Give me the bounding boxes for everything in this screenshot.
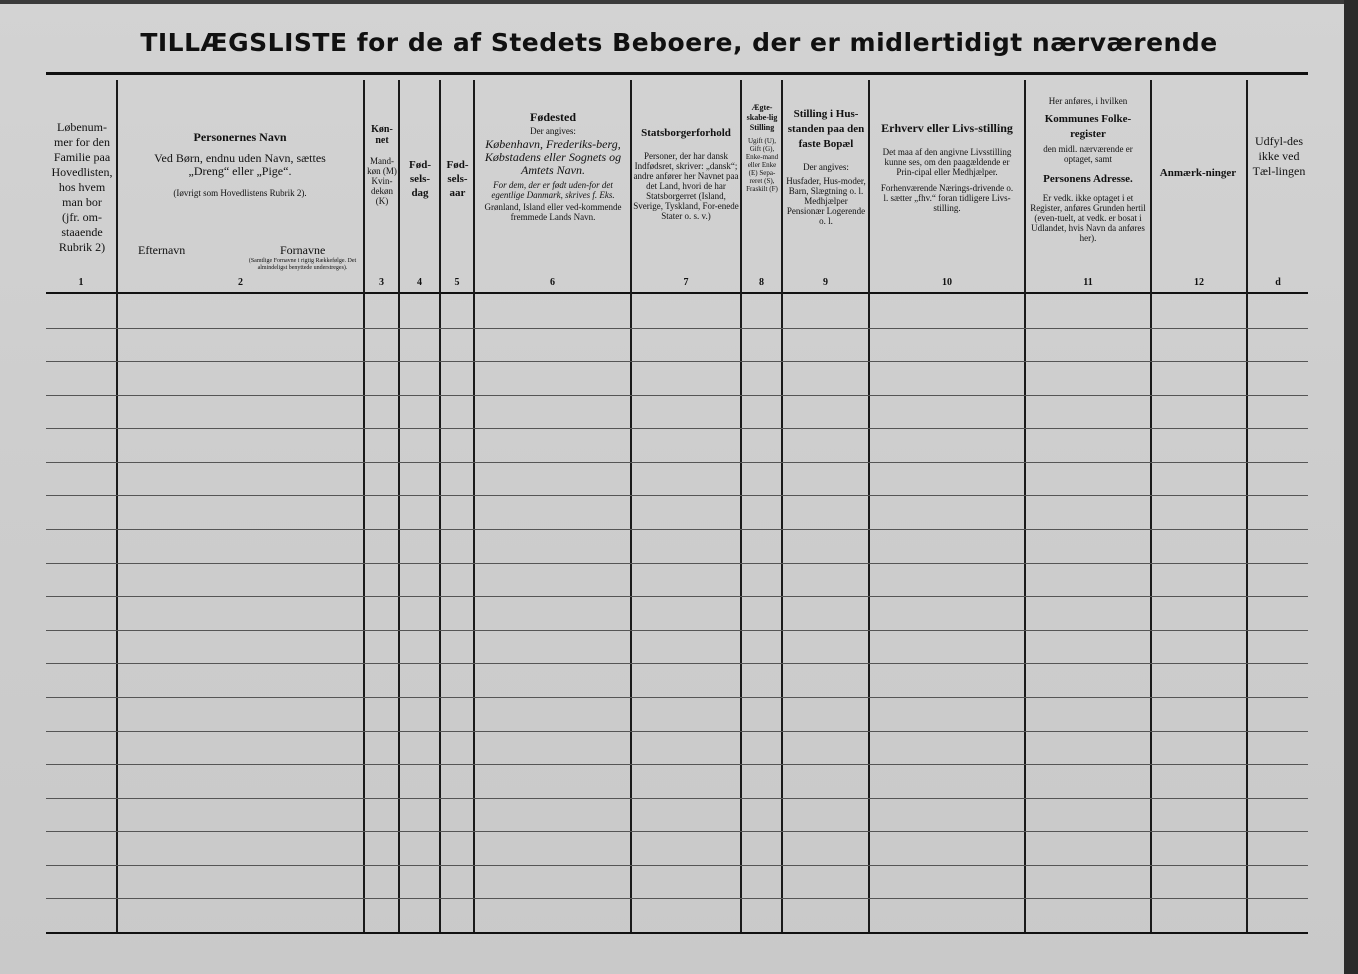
scan-edge-right xyxy=(1344,0,1358,974)
col11-header xyxy=(1028,96,1148,243)
col-number: 1 xyxy=(78,277,84,288)
table-row-line xyxy=(46,428,1308,429)
form-title: TILLÆGSLISTE for de af Stedets Beboere, der er midlertidigt nærværende xyxy=(140,28,1218,57)
col-divider xyxy=(868,80,870,932)
col9-header xyxy=(785,107,867,226)
col9-heading: Stilling i Hus-standen paa den faste Bopæl xyxy=(787,108,865,150)
col1-line: man bor xyxy=(62,195,102,209)
table-row-line xyxy=(46,798,1308,799)
col-number: 11 xyxy=(1083,277,1093,288)
col11-mid: den midl. nærværende er optaget, samt xyxy=(1043,144,1133,164)
scan-edge-top xyxy=(0,0,1358,4)
table-row-line xyxy=(46,529,1308,530)
col11-body: Er vedk. ikke optaget i et Register, anføres Grunden hertil (even-tuelt, at vedk. er bosat i Udlandet, hvis Navn da anføres her). xyxy=(1030,193,1146,243)
col-number: 10 xyxy=(942,277,952,288)
col11-pre: Her anføres, i hvilken xyxy=(1048,96,1128,106)
col-divider xyxy=(630,80,632,932)
col6-header xyxy=(478,110,628,222)
col-number: 4 xyxy=(417,277,422,288)
col8-body: Ugift (U), Gift (G), Enke-mand eller Enke (E) Sepa-reret (S), Fraskilt (F) xyxy=(745,137,779,193)
bottom-rule xyxy=(46,932,1308,934)
table-row-line xyxy=(46,898,1308,899)
table-row-line xyxy=(46,630,1308,631)
table-row-line xyxy=(46,395,1308,396)
col3-body: Mand-køn (M) Kvin-dekøn (K) xyxy=(367,156,397,206)
table-row-line xyxy=(46,663,1308,664)
table-row-line xyxy=(46,764,1308,765)
col12-header xyxy=(1158,166,1238,181)
col5-header xyxy=(442,158,473,200)
col3-header xyxy=(366,124,398,206)
col-divider xyxy=(473,80,475,932)
col8-heading: Ægte-skabe-lig Stilling xyxy=(746,103,778,132)
col2-note: (Iøvrigt som Hovedlistens Rubrik 2). xyxy=(173,188,307,198)
col-number: 7 xyxy=(683,277,689,288)
col7-heading: Statsborgerforhold xyxy=(641,127,731,139)
cold-heading: Udfyl-des ikke ved Tæl-lingen xyxy=(1252,134,1306,178)
col3-heading: Køn-net xyxy=(371,124,393,146)
col2-header xyxy=(120,130,360,198)
col-number: 5 xyxy=(454,277,460,288)
col9-sub: Der angives: xyxy=(803,162,849,172)
col-divider xyxy=(1246,80,1248,932)
col-number: 9 xyxy=(823,277,828,288)
col7-header xyxy=(633,128,739,221)
col1-line: mer for den xyxy=(54,135,110,149)
col11-heading: Kommunes Folke-register xyxy=(1044,113,1132,140)
col1-line: (jfr. om- xyxy=(62,210,102,224)
col2-line1: Ved Børn, endnu uden Navn, sættes xyxy=(154,151,326,165)
col-divider xyxy=(781,80,783,932)
col2-efternavn-label: Efternavn xyxy=(138,243,186,257)
col-divider xyxy=(363,80,365,932)
col1-line: hos hvem xyxy=(58,180,106,194)
col1-line: Familie paa xyxy=(53,150,111,164)
col-number: 12 xyxy=(1194,277,1204,288)
col8-header xyxy=(743,103,781,193)
table-row-line xyxy=(46,831,1308,832)
col-number: 2 xyxy=(238,277,243,288)
col-divider xyxy=(116,80,118,932)
col4-heading: Fød-sels-dag xyxy=(409,159,431,199)
col1-line: Hovedlisten, xyxy=(51,165,113,179)
table-row-line xyxy=(46,865,1308,866)
col-divider xyxy=(1024,80,1026,932)
col-divider xyxy=(439,80,441,932)
col6-italic: København, Frederiks-berg, Købstadens eller Sognets og Amtets Navn. xyxy=(484,137,622,177)
top-rule xyxy=(46,72,1308,75)
header-bottom-rule xyxy=(46,292,1308,294)
col7-body: Personer, der har dansk Indfødsret, skriver: „dansk“; andre anfører her Navnet paa det Land, hvori de har Statsborgerret (Island, Sverige, Tyskland, For-enede Stater o. s. v.) xyxy=(633,151,739,221)
col10-body2: Forhenværende Nærings-drivende o. l. sætter „fhv.“ foran tidligere Livs-stilling. xyxy=(880,183,1014,213)
col-divider xyxy=(1150,80,1152,932)
col-divider xyxy=(740,80,742,932)
col5-heading: Fød-sels-aar xyxy=(446,159,469,199)
table-row-line xyxy=(46,563,1308,564)
col1-line: Løbenum- xyxy=(57,120,107,134)
col12-heading: Anmærk-ninger xyxy=(1159,167,1237,179)
col2-sub-note: (Samtlige Fornavne i rigtig Rækkefølge. Det almindeligst benyttede understreges). xyxy=(248,258,357,271)
col10-body: Det maa af den angivne Livsstilling kunne ses, om den paagældende er Prin-cipal eller Medhjælper. xyxy=(882,147,1012,177)
col10-heading: Erhverv eller Livs-stilling xyxy=(881,121,1013,135)
col1-line: staaende xyxy=(61,225,103,239)
col-number: 3 xyxy=(379,277,384,288)
col2-fornavne-label: Fornavne xyxy=(280,243,326,257)
col2-line2: „Dreng“ eller „Pige“. xyxy=(188,164,292,178)
table-row-line xyxy=(46,462,1308,463)
table-row-line xyxy=(46,697,1308,698)
col1-line: Rubrik 2) xyxy=(58,240,106,254)
col6-sub: Der angives: xyxy=(530,126,576,136)
col6-heading: Fødested xyxy=(530,110,576,124)
col10-header xyxy=(880,120,1014,213)
table-row-line xyxy=(46,328,1308,329)
table-row-line xyxy=(46,596,1308,597)
col-number: d xyxy=(1275,277,1281,288)
col-number: 8 xyxy=(759,277,764,288)
col1-header xyxy=(48,120,116,255)
table-row-line xyxy=(46,731,1308,732)
col11-heading2: Personens Adresse. xyxy=(1043,173,1133,185)
col-divider xyxy=(398,80,400,932)
col6-line3: Grønland, Island eller ved-kommende fremmede Lands Navn. xyxy=(484,202,622,222)
table-row-line xyxy=(46,361,1308,362)
table-row-line xyxy=(46,495,1308,496)
col4-header xyxy=(402,158,438,200)
col-number: 6 xyxy=(550,277,555,288)
cold-header xyxy=(1250,134,1308,179)
col9-body: Husfader, Hus-moder, Barn, Slægtning o. l. Medhjælper Pensionær Logerende o. l. xyxy=(786,176,866,226)
col2-heading: Personernes Navn xyxy=(193,130,287,144)
col6-line2: For dem, der er født uden-for det egentlige Danmark, skrives f. Eks. xyxy=(491,180,615,200)
